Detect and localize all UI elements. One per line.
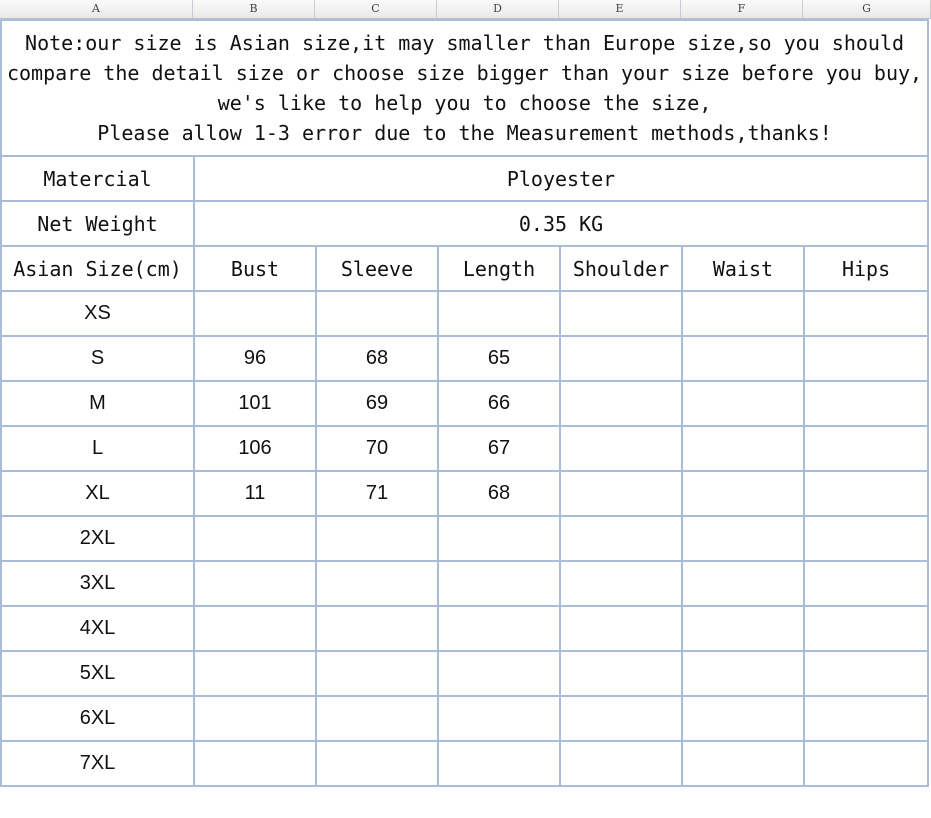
table-cell[interactable] [804,651,928,696]
column-header-a[interactable]: A [0,0,193,18]
header-cell-asian-size[interactable]: Asian Size(cm) [1,246,194,291]
table-row [1,426,928,471]
size-label-cell[interactable]: M [1,381,194,426]
table-cell[interactable] [560,291,682,336]
table-cell[interactable]: 67 [438,426,560,471]
table-cell[interactable] [804,381,928,426]
column-header-g[interactable]: G [803,0,931,18]
note-cell[interactable] [1,20,928,156]
table-cell[interactable] [194,651,316,696]
table-cell[interactable] [194,561,316,606]
table-cell[interactable] [560,606,682,651]
table-cell[interactable] [682,471,804,516]
net-weight-label-cell[interactable]: Net Weight [1,201,194,246]
table-cell[interactable]: 96 [194,336,316,381]
table-cell[interactable] [804,426,928,471]
table-cell[interactable]: 11 [194,471,316,516]
table-cell[interactable] [316,606,438,651]
table-cell[interactable] [804,606,928,651]
size-label-cell[interactable]: 2XL [1,516,194,561]
note-line: we's like to help you to choose the size, [217,91,712,115]
table-cell[interactable]: 68 [316,336,438,381]
material-row [1,156,928,201]
column-header-f[interactable]: F [681,0,803,18]
column-header-bar [0,0,931,19]
table-cell[interactable] [682,381,804,426]
column-header-d[interactable]: D [437,0,559,18]
note-row [1,20,928,156]
table-cell[interactable] [194,696,316,741]
table-cell[interactable] [804,471,928,516]
table-cell[interactable] [438,561,560,606]
table-cell[interactable] [682,516,804,561]
table-cell[interactable]: 68 [438,471,560,516]
note-line: Note:our size is Asian size,it may smaller than Europe size,so you should [25,31,905,55]
note-line: Please allow 1-3 error due to the Measurement methods,thanks! [97,121,832,145]
header-cell-shoulder[interactable]: Shoulder [560,246,682,291]
table-cell[interactable] [560,381,682,426]
table-cell[interactable] [560,336,682,381]
table-cell[interactable] [682,426,804,471]
table-cell[interactable] [194,606,316,651]
size-label-cell[interactable]: S [1,336,194,381]
material-value-cell[interactable]: Ployester [194,156,928,201]
table-cell[interactable]: 106 [194,426,316,471]
table-cell[interactable] [804,561,928,606]
table-cell[interactable] [682,291,804,336]
table-cell[interactable]: 70 [316,426,438,471]
table-cell[interactable] [682,606,804,651]
table-cell[interactable] [316,291,438,336]
note-line: compare the detail size or choose size bigger than your size before you buy, [6,61,923,85]
table-row [1,606,928,651]
size-label-cell[interactable]: 3XL [1,561,194,606]
table-cell[interactable] [194,291,316,336]
table-cell[interactable] [682,696,804,741]
table-cell[interactable]: 71 [316,471,438,516]
size-chart-sheet [0,19,929,787]
size-label-cell[interactable]: 4XL [1,606,194,651]
size-label-cell[interactable]: 6XL [1,696,194,741]
size-label-cell[interactable]: XL [1,471,194,516]
table-cell[interactable] [560,561,682,606]
material-label-cell[interactable]: Matercial [1,156,194,201]
size-label-cell[interactable]: L [1,426,194,471]
net-weight-row [1,201,928,246]
table-cell[interactable] [804,696,928,741]
table-cell[interactable] [438,741,560,786]
column-header-c[interactable]: C [315,0,437,18]
header-cell-bust[interactable]: Bust [194,246,316,291]
table-row [1,336,928,381]
size-header-row [1,246,928,291]
table-cell[interactable]: 65 [438,336,560,381]
table-cell[interactable] [438,516,560,561]
table-cell[interactable] [316,741,438,786]
table-row [1,381,928,426]
table-row [1,471,928,516]
table-cell[interactable]: 69 [316,381,438,426]
size-label-cell[interactable]: 7XL [1,741,194,786]
table-cell[interactable] [438,696,560,741]
table-cell[interactable] [804,516,928,561]
table-row [1,651,928,696]
table-row [1,696,928,741]
header-cell-waist[interactable]: Waist [682,246,804,291]
table-cell[interactable] [804,336,928,381]
table-cell[interactable] [194,741,316,786]
table-cell[interactable] [682,561,804,606]
table-cell[interactable] [682,336,804,381]
table-cell[interactable]: 101 [194,381,316,426]
table-cell[interactable] [560,741,682,786]
table-cell[interactable] [316,516,438,561]
size-label-cell[interactable]: 5XL [1,651,194,696]
table-cell[interactable]: 66 [438,381,560,426]
table-cell[interactable] [560,426,682,471]
header-cell-hips[interactable]: Hips [804,246,928,291]
table-cell[interactable] [438,291,560,336]
table-cell[interactable] [194,516,316,561]
table-cell[interactable] [560,471,682,516]
table-row [1,561,928,606]
table-cell[interactable] [316,561,438,606]
header-cell-length[interactable]: Length [438,246,560,291]
net-weight-value-cell[interactable]: 0.35 KG [194,201,928,246]
table-cell[interactable] [560,696,682,741]
table-row [1,741,928,786]
table-cell[interactable] [438,606,560,651]
table-cell[interactable] [316,696,438,741]
table-cell[interactable] [316,651,438,696]
size-label-cell[interactable]: XS [1,291,194,336]
table-cell[interactable] [560,651,682,696]
table-row [1,516,928,561]
table-cell[interactable] [804,741,928,786]
column-header-e[interactable]: E [559,0,681,18]
table-cell[interactable] [682,651,804,696]
column-header-b[interactable]: B [193,0,315,18]
table-cell[interactable] [560,516,682,561]
table-row [1,291,928,336]
table-cell[interactable] [438,651,560,696]
table-cell[interactable] [804,291,928,336]
header-cell-sleeve[interactable]: Sleeve [316,246,438,291]
table-cell[interactable] [682,741,804,786]
